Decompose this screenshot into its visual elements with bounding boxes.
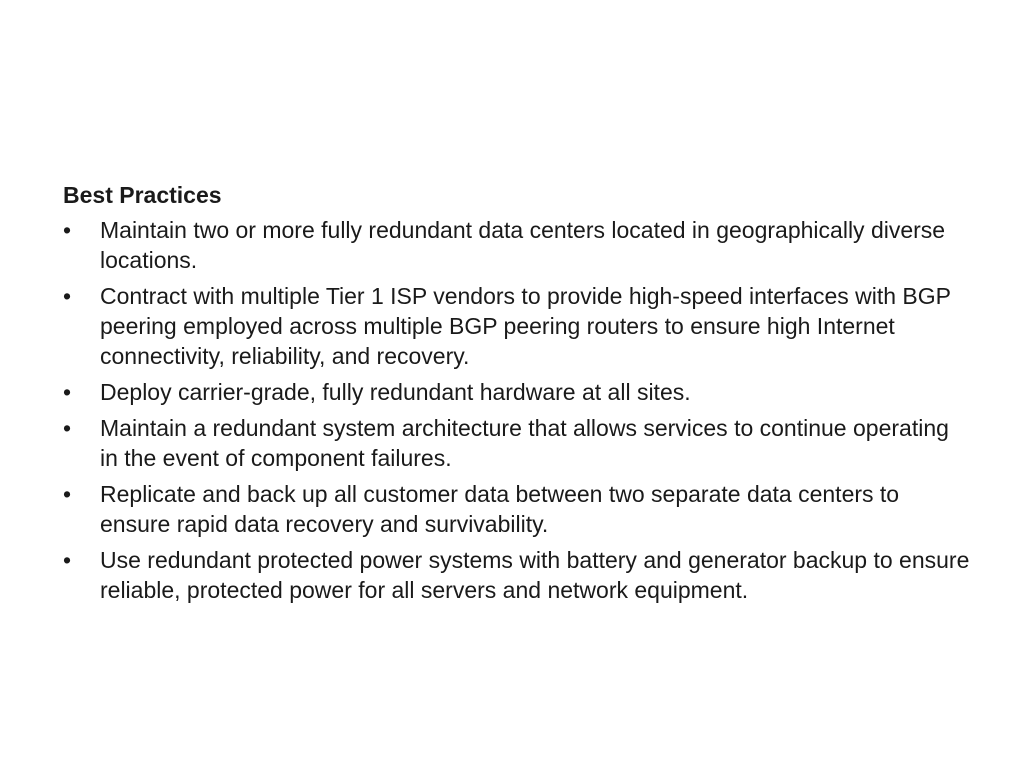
bullet-text: Maintain two or more fully redundant data centers located in geographically diverse locations.	[100, 217, 946, 273]
bullet-text: Deploy carrier-grade, fully redundant hardware at all sites.	[100, 379, 691, 405]
bullet-icon: •	[63, 283, 72, 309]
bullet-item	[63, 377, 973, 407]
bullet-item	[63, 215, 973, 275]
slide-heading: Best Practices	[63, 182, 222, 208]
bullet-icon: •	[63, 547, 72, 573]
bullet-icon: •	[63, 217, 72, 243]
bullet-icon: •	[63, 379, 72, 405]
bullet-item	[63, 413, 973, 473]
bullet-list	[63, 215, 973, 605]
bullet-item	[63, 281, 973, 371]
bullet-text: Contract with multiple Tier 1 ISP vendors to provide high-speed interfaces with BGP peering employed across multiple BGP peering routers to ensure high Internet connectivity, reliability, and recovery.	[100, 283, 951, 369]
bullet-icon: •	[63, 481, 72, 507]
bullet-item	[63, 479, 973, 539]
bullet-item	[63, 545, 973, 605]
bullet-text: Use redundant protected power systems with battery and generator backup to ensure reliable, protected power for all servers and network equipment.	[100, 547, 970, 603]
bullet-text: Replicate and back up all customer data between two separate data centers to ensure rapid data recovery and survivability.	[100, 481, 900, 537]
bullet-text: Maintain a redundant system architecture that allows services to continue operating in the event of component failures.	[100, 415, 949, 471]
slide-content	[63, 180, 973, 611]
bullet-icon: •	[63, 415, 72, 441]
